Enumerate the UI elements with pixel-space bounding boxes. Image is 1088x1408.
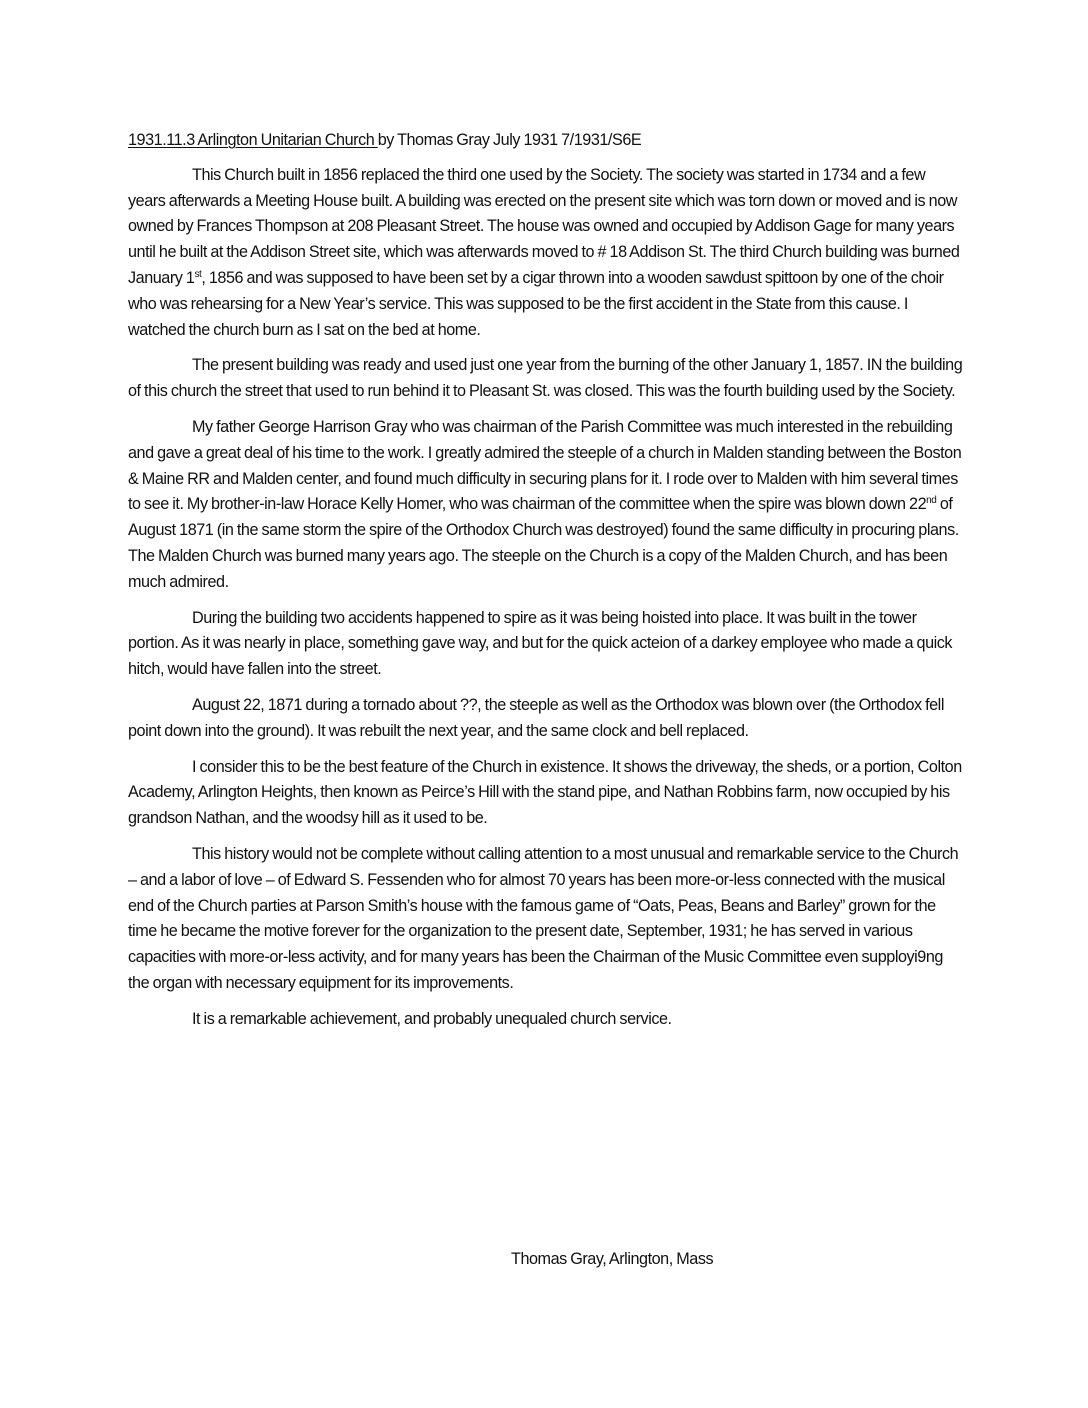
- document-title: [128, 128, 964, 154]
- title-byline: by Thomas Gray July 1931 7/1931/S6E: [377, 131, 642, 149]
- paragraph-6: I consider this to be the best feature of the Church in existence. It shows the driveway, the sheds, or a portion, Colton Academy, Arlington Heights, then known as Peirce’s Hill with the stand pipe, and Nathan Robbins farm, now occupied by his grandson Nathan, and the woodsy hill as it used to be.: [128, 757, 962, 828]
- signature-line: Thomas Gray, Arlington, Mass: [511, 1250, 714, 1268]
- paragraph-2: The present building was ready and used just one year from the burning of the other January 1, 1857. IN the building of this church the street that used to run behind it to Pleasant St. was closed. This was the fourth building used by the Society.: [128, 356, 963, 401]
- paragraph-1-text-a: This Church built in 1856 replaced the third one used by the Society. The society was started in 1734 and a few years afterwards a Meeting House built. A building was erected on the present site which was torn down or moved and is now owned by Frances Thompson at 208 Pleasant Street. The house was owned and occupied by Addison Gage for many years until he built at the Addison Street site, which was afterwards moved to # 18 Addison St. The third Church building was burned January 1: [128, 165, 960, 287]
- paragraph-1-superscript: st: [194, 268, 202, 280]
- title-underlined-part: 1931.11.3 Arlington Unitarian Church: [128, 131, 378, 149]
- document-body: [128, 128, 964, 1043]
- paragraph-4: During the building two accidents happened to spire as it was being hoisted into place. It was built in the tower portion. As it was nearly in place, something gave way, and but for the quick acteion of a darkey employee who made a quick hitch, would have fallen into the street.: [128, 608, 953, 679]
- paragraph-3-superscript: nd: [926, 495, 937, 507]
- paragraph-3: [128, 415, 964, 596]
- paragraph-1: [128, 163, 964, 344]
- paragraph-8: It is a remarkable achievement, and probably unequaled church service.: [192, 1009, 672, 1028]
- paragraph-3-text-b: of August 1871 (in the same storm the spire of the Orthodox Church was destroyed) found the same difficulty in procuring plans. The Malden Church was burned many years ago. The steeple on the Church is a copy of the Malden Church, and has been much admired.: [128, 495, 959, 591]
- paragraph-5: August 22, 1871 during a tornado about ??, the steeple as well as the Orthodox was blown over (the Orthodox fell point down into the ground). It was rebuilt the next year, and the same clock and bell replaced.: [128, 695, 944, 740]
- paragraph-7: This history would not be complete without calling attention to a most unusual and remarkable service to the Church – and a labor of love – of Edward S. Fessenden who for almost 70 years has been more-or-less connected with the musical end of the Church parties at Parson Smith’s house with the famous game of “Oats, Peas, Beans and Barley” grown for the time he became the motive forever for the organization to the present date, September, 1931; he has served in various capacities with more-or-less activity, and for many years has been the Chairman of the Music Committee even supployi9ng the organ with necessary equipment for its improvements.: [128, 844, 959, 992]
- paragraph-1-text-b: , 1856 and was supposed to have been set by a cigar thrown into a wooden sawdust spittoon by one of the choir who was rehearsing for a New Year’s service. This was supposed to be the first accident in the State from this cause. I watched the church burn as I sat on the bed at home.: [128, 268, 944, 339]
- paragraph-3-text-a: My father George Harrison Gray who was chairman of the Parish Committee was much interested in the rebuilding and gave a great deal of his time to the work. I greatly admired the steeple of a church in Malden standing between the Boston & Maine RR and Malden center, and found much difficulty in securing plans for it. I rode over to Malden with him several times to see it. My brother-in-law Horace Kelly Homer, who was chairman of the committee when the spire was blown down 22: [128, 417, 962, 514]
